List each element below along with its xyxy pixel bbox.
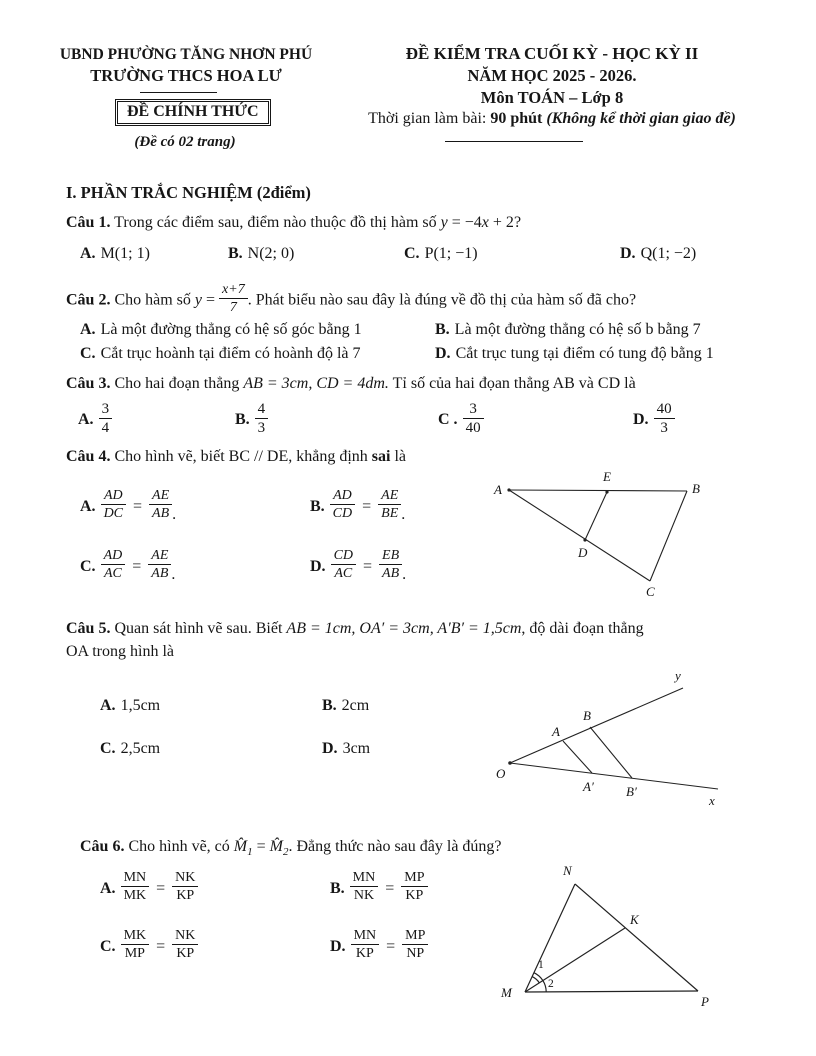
q3-option-c: C . $\frac{3}{40}$ (438, 403, 484, 439)
issuing-authority: UBND PHƯỜNG TĂNG NHƠN PHÚ (59, 46, 313, 63)
q5-option-c: C. 2,5cm (100, 740, 161, 757)
fraction: $\frac{MN}{NK}$ (350, 870, 379, 903)
header-left (40, 46, 332, 86)
question-5-text: Câu 5. Quan sát hình vẽ sau. Biết AB = 1cm, OA′ = 3cm, A′B′ = 1,5cm, độ dài đoạn thẳng (66, 620, 644, 637)
fraction: $\frac{AD}{CD}$ (330, 488, 355, 521)
question-2-text: Câu 2. Cho hàm số y = $\frac{x+7}{7}$ . Phát biểu nào sau đây là đúng về đồ thị của hàm số đã cho? (66, 282, 637, 315)
q1-option-b: B. N(2; 0) (228, 245, 295, 262)
q1-option-d: D. Q(1; −2) (620, 245, 697, 262)
fraction: $\frac{EB}{AB}$ (379, 548, 402, 581)
point-label-B-prime: B′ (626, 784, 637, 799)
fraction: $\frac{MP}{NP}$ (402, 928, 428, 961)
question-4-label: Câu 4. (66, 448, 111, 465)
q2-option-c: C. Cắt trục hoành tại điểm có hoành độ là 7 (80, 345, 361, 362)
fraction: $\frac{MK}{MP}$ (121, 928, 150, 961)
school-name-underline (140, 92, 217, 93)
fraction: $\frac{AD}{DC}$ (101, 488, 126, 521)
time-limit-value: 90 phút (490, 110, 547, 127)
header-right-underline (445, 141, 583, 142)
q4-triangle-figure (478, 460, 798, 605)
point-label-M: M (501, 985, 512, 1000)
angle-label-1: 1 (538, 959, 544, 971)
fraction: $\frac{NK}{KP}$ (172, 928, 198, 961)
q6-option-a: A. $\frac{MN}{MK}$ = $\frac{NK}{KP}$ (100, 872, 198, 905)
fraction: $\frac{CD}{AC}$ (331, 548, 356, 581)
q4-option-a: A. $\frac{AD}{DC}$ = $\frac{AE}{AB}$ . (80, 488, 177, 524)
fraction: $\frac{MN}{MK}$ (121, 870, 150, 903)
fraction: $\frac{AE}{AB}$ (148, 548, 171, 581)
point-label-A: A (552, 724, 560, 739)
point-label-B: B (583, 708, 591, 723)
fraction: $\frac{3}{4}$ (99, 401, 113, 437)
fraction: $\frac{NK}{KP}$ (172, 870, 198, 903)
fraction: $\frac{AE}{AB}$ (149, 488, 172, 521)
question-6-text: Câu 6. Cho hình vẽ, có $M̂_1$ = $M̂_2$. Đẳng thức nào sau đây là đúng? (80, 838, 502, 859)
q5-option-b: B. 2cm (322, 697, 370, 714)
official-exam-label: ĐỀ CHÍNH THỨC (117, 101, 269, 124)
time-limit (352, 110, 752, 128)
point-label-O: O (496, 766, 506, 781)
point-label-E: E (603, 469, 611, 484)
question-6-label: Câu 6. (80, 838, 125, 855)
subject-grade: Môn TOÁN – Lớp 8 (480, 88, 624, 107)
fraction: $\frac{MP}{KP}$ (401, 870, 427, 903)
time-limit-note: (Không kể thời gian giao đề) (546, 110, 736, 127)
question-1-text: Câu 1. Trong các điểm sau, điểm nào thuộc đồ thị hàm số y = −4x + 2? (66, 214, 522, 231)
point-label-P: P (701, 994, 709, 1009)
q2-option-b: B. Là một đường thẳng có hệ số b bằng 7 (435, 321, 701, 338)
q4-option-d: D. $\frac{CD}{AC}$ = $\frac{EB}{AB}$ . (310, 548, 407, 584)
point-label-N: N (563, 863, 572, 878)
q4-option-b: B. $\frac{AD}{CD}$ = $\frac{AE}{BE}$ . (310, 488, 406, 524)
angle-M1: $M̂_1$ (233, 838, 253, 859)
point-label-D: D (578, 545, 588, 560)
page-count-note: (Đề có 02 trang) (134, 134, 236, 150)
fraction: $\frac{4}{3}$ (255, 401, 269, 437)
q6-option-c: C. $\frac{MK}{MP}$ = $\frac{NK}{KP}$ (100, 930, 198, 963)
official-exam-box (117, 101, 269, 124)
q4-option-c: C. $\frac{AD}{AC}$ = $\frac{AE}{AB}$ . (80, 548, 176, 584)
q6-option-b: B. $\frac{MN}{NK}$ = $\frac{MP}{KP}$ (330, 872, 428, 905)
fraction: $\frac{MN}{KP}$ (351, 928, 380, 961)
fraction: $\frac{40}{3}$ (654, 401, 675, 437)
question-3-label: Câu 3. (66, 375, 111, 392)
q6-angle-bisector-figure (493, 858, 813, 1018)
school-year: NĂM HỌC 2025 - 2026. (467, 66, 637, 85)
point-label-A-prime: A′ (583, 779, 594, 794)
question-3-text: Câu 3. Cho hai đoạn thẳng AB = 3cm, CD = 4dm. Tỉ số của hai đọan thẳng AB và CD là (66, 375, 636, 392)
question-1-label: Câu 1. (66, 214, 111, 231)
q3-option-b: B. $\frac{4}{3}$ (235, 403, 268, 439)
q3-option-d: D. $\frac{40}{3}$ (633, 403, 675, 439)
exam-title: ĐỀ KIỂM TRA CUỐI KỲ - HỌC KỲ II (405, 44, 699, 63)
q2-option-a: A. Là một đường thẳng có hệ số góc bằng 1 (80, 321, 362, 338)
point-label-A: A (494, 482, 502, 497)
q5-option-a: A. 1,5cm (100, 697, 161, 714)
header-right (352, 44, 752, 128)
angle-M2: $M̂_2$ (269, 838, 289, 859)
section-title: I. PHẦN TRẮC NGHIỆM (2điểm) (66, 183, 311, 202)
question-5-text-line2: OA trong hình là (66, 643, 174, 660)
point-label-B: B (692, 481, 700, 496)
q2-fraction: $\frac{x+7}{7}$ (219, 282, 248, 315)
fraction: $\frac{AE}{BE}$ (378, 488, 401, 521)
question-2-label: Câu 2. (66, 291, 111, 309)
q6-option-d: D. $\frac{MN}{KP}$ = $\frac{MP}{NP}$ (330, 930, 428, 963)
question-5-label: Câu 5. (66, 620, 111, 637)
time-limit-label: Thời gian làm bài: (368, 110, 491, 127)
q5-rays-figure (490, 666, 810, 814)
q1-option-a: A. M(1; 1) (80, 245, 150, 262)
point-label-K: K (630, 912, 639, 927)
fraction: $\frac{AD}{AC}$ (101, 548, 126, 581)
axis-label-x: x (709, 793, 715, 808)
school-name: TRƯỜNG THCS HOA LƯ (90, 66, 282, 85)
angle-label-2: 2 (548, 978, 554, 990)
point-label-C: C (646, 584, 655, 599)
q3-option-a: A. $\frac{3}{4}$ (78, 403, 112, 439)
q1-option-c: C. P(1; −1) (404, 245, 478, 262)
question-4-text: Câu 4. Cho hình vẽ, biết BC // DE, khẳng định sai là (66, 448, 406, 465)
axis-label-y: y (675, 668, 681, 683)
fraction: $\frac{3}{40}$ (463, 401, 484, 437)
q2-option-d: D. Cắt trục tung tại điểm có tung độ bằng 1 (435, 345, 714, 362)
q5-option-d: D. 3cm (322, 740, 371, 757)
